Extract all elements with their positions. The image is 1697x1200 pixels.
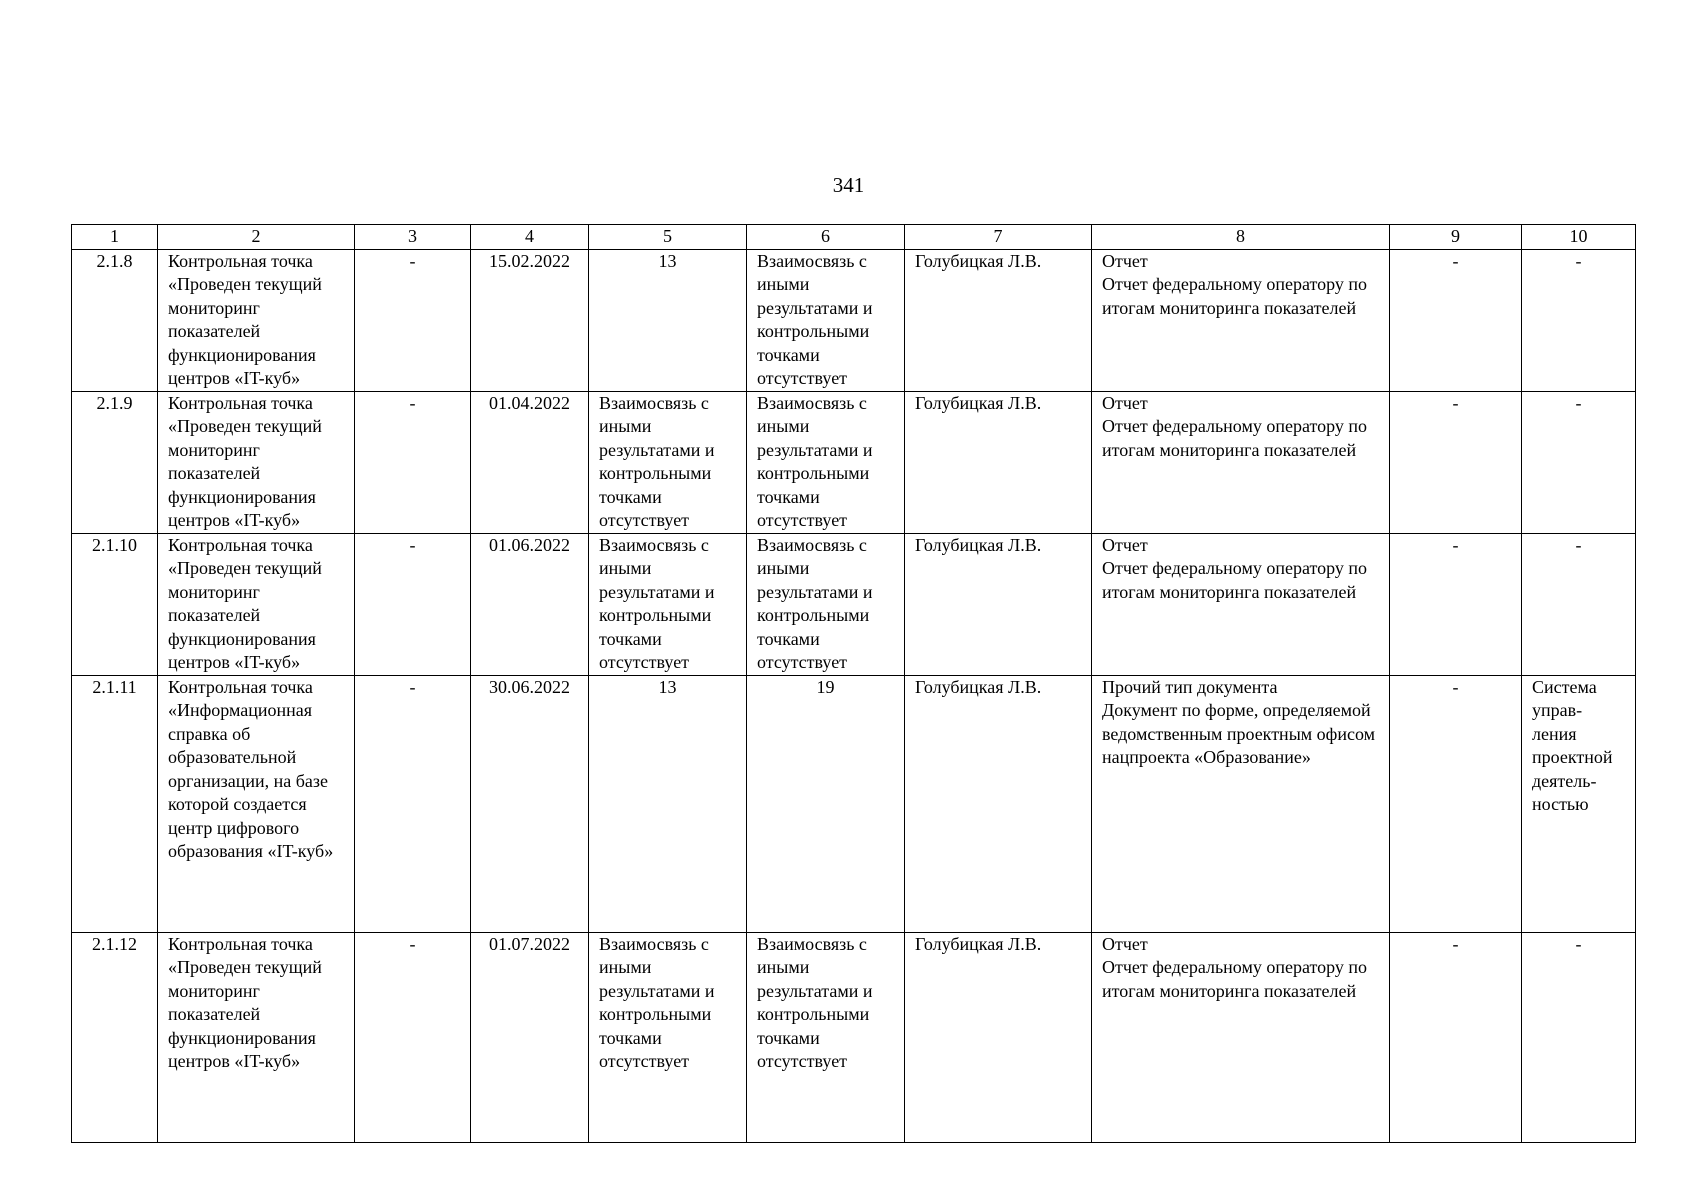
column-header: 3 xyxy=(355,225,471,250)
cell-col5: Взаимосвязь с иными результатами и контрольными точками отсутствует xyxy=(589,533,747,675)
column-header: 2 xyxy=(158,225,355,250)
header-row xyxy=(72,225,1636,250)
control-point-name: Контрольная точка «Проведен текущий мониторинг показателей функционирования центров «IT-куб» xyxy=(158,391,355,533)
cell-col3: - xyxy=(355,932,471,1142)
column-header: 8 xyxy=(1092,225,1390,250)
column-header: 5 xyxy=(589,225,747,250)
responsible-person: Голубицкая Л.В. xyxy=(905,533,1092,675)
cell-col10: Система управ-ления проектной деятель-ностью xyxy=(1522,675,1636,932)
table-row xyxy=(72,391,1636,533)
control-point-name: Контрольная точка «Информационная справка об образовательной организации, на базе которой создается центр цифрового образования «IT-куб» xyxy=(158,675,355,932)
control-points-table xyxy=(71,224,1636,1143)
table-row xyxy=(72,249,1636,391)
cell-col6: Взаимосвязь с иными результатами и контрольными точками отсутствует xyxy=(747,932,905,1142)
cell-col9: - xyxy=(1390,249,1522,391)
due-date: 01.06.2022 xyxy=(471,533,589,675)
cell-col10: - xyxy=(1522,533,1636,675)
cell-col6: 19 xyxy=(747,675,905,932)
column-header: 7 xyxy=(905,225,1092,250)
responsible-person: Голубицкая Л.В. xyxy=(905,932,1092,1142)
cell-col5: Взаимосвязь с иными результатами и контрольными точками отсутствует xyxy=(589,391,747,533)
responsible-person: Голубицкая Л.В. xyxy=(905,391,1092,533)
document-type: Отчет Отчет федеральному оператору по итогам мониторинга показателей xyxy=(1092,932,1390,1142)
document-type: Прочий тип документа Документ по форме, определяемой ведомственным проектным офисом нацпроекта «Образование» xyxy=(1092,675,1390,932)
table-row xyxy=(72,932,1636,1142)
cell-col6: Взаимосвязь с иными результатами и контрольными точками отсутствует xyxy=(747,249,905,391)
cell-col9: - xyxy=(1390,675,1522,932)
table-row xyxy=(72,533,1636,675)
due-date: 01.07.2022 xyxy=(471,932,589,1142)
cell-col10: - xyxy=(1522,391,1636,533)
column-header: 9 xyxy=(1390,225,1522,250)
cell-col6: Взаимосвязь с иными результатами и контрольными точками отсутствует xyxy=(747,533,905,675)
cell-col3: - xyxy=(355,533,471,675)
column-header: 4 xyxy=(471,225,589,250)
control-point-name: Контрольная точка «Проведен текущий мониторинг показателей функционирования центров «IT-куб» xyxy=(158,932,355,1142)
responsible-person: Голубицкая Л.В. xyxy=(905,249,1092,391)
column-header: 10 xyxy=(1522,225,1636,250)
row-number: 2.1.10 xyxy=(72,533,158,675)
cell-col3: - xyxy=(355,249,471,391)
cell-col5: 13 xyxy=(589,675,747,932)
table-row xyxy=(72,675,1636,932)
due-date: 30.06.2022 xyxy=(471,675,589,932)
column-header: 1 xyxy=(72,225,158,250)
cell-col5: Взаимосвязь с иными результатами и контрольными точками отсутствует xyxy=(589,932,747,1142)
control-point-name: Контрольная точка «Проведен текущий мониторинг показателей функционирования центров «IT-куб» xyxy=(158,249,355,391)
responsible-person: Голубицкая Л.В. xyxy=(905,675,1092,932)
page-number: 341 xyxy=(832,173,865,197)
cell-col5: 13 xyxy=(589,249,747,391)
document-type: Отчет Отчет федеральному оператору по итогам мониторинга показателей xyxy=(1092,533,1390,675)
row-number: 2.1.11 xyxy=(72,675,158,932)
document-type: Отчет Отчет федеральному оператору по итогам мониторинга показателей xyxy=(1092,249,1390,391)
cell-col3: - xyxy=(355,675,471,932)
cell-col3: - xyxy=(355,391,471,533)
column-header: 6 xyxy=(747,225,905,250)
cell-col9: - xyxy=(1390,391,1522,533)
cell-col9: - xyxy=(1390,533,1522,675)
row-number: 2.1.9 xyxy=(72,391,158,533)
due-date: 01.04.2022 xyxy=(471,391,589,533)
row-number: 2.1.8 xyxy=(72,249,158,391)
cell-col6: Взаимосвязь с иными результатами и контрольными точками отсутствует xyxy=(747,391,905,533)
cell-col10: - xyxy=(1522,932,1636,1142)
control-point-name: Контрольная точка «Проведен текущий мониторинг показателей функционирования центров «IT-куб» xyxy=(158,533,355,675)
due-date: 15.02.2022 xyxy=(471,249,589,391)
cell-col9: - xyxy=(1390,932,1522,1142)
document-type: Отчет Отчет федеральному оператору по итогам мониторинга показателей xyxy=(1092,391,1390,533)
row-number: 2.1.12 xyxy=(72,932,158,1142)
cell-col10: - xyxy=(1522,249,1636,391)
